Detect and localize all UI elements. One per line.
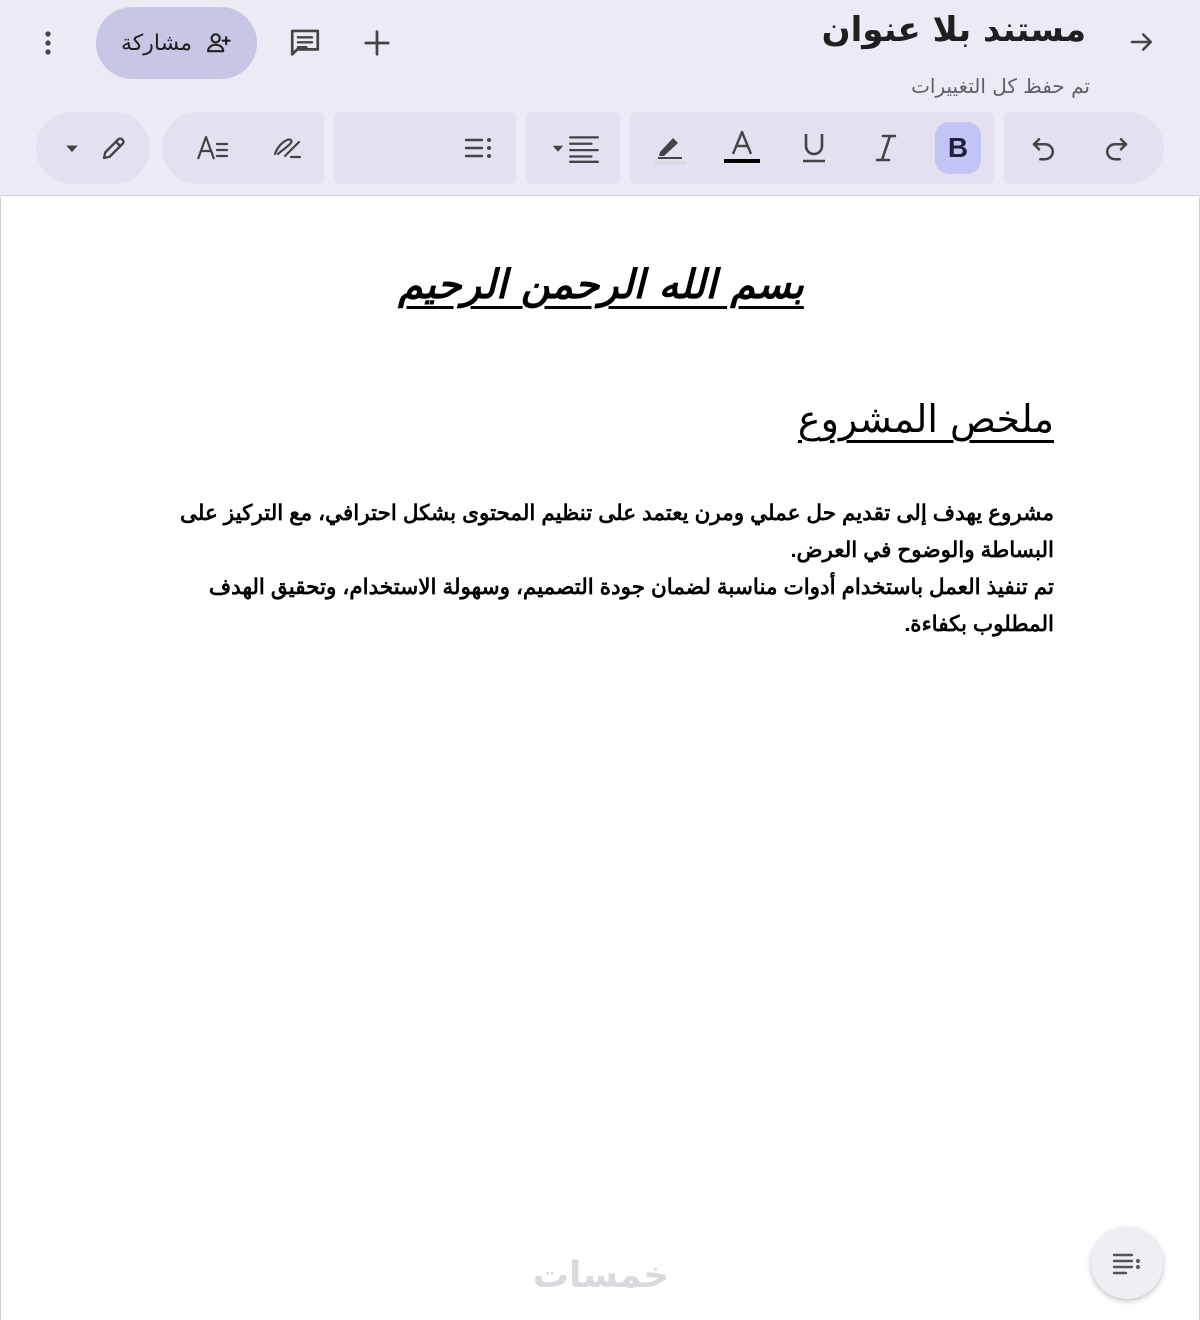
top-app-bar bbox=[0, 0, 1200, 196]
redo-button[interactable] bbox=[1092, 112, 1140, 184]
list-group bbox=[334, 112, 516, 184]
more-options-button[interactable] bbox=[30, 20, 66, 66]
text-style-group bbox=[162, 112, 324, 184]
bold-button[interactable] bbox=[934, 112, 982, 184]
character-format-group bbox=[630, 112, 994, 184]
comment-icon bbox=[288, 26, 322, 60]
insert-button[interactable] bbox=[354, 20, 400, 66]
caret-down-icon bbox=[62, 138, 82, 158]
bulleted-list-button[interactable] bbox=[456, 112, 502, 184]
alignment-group bbox=[526, 112, 620, 184]
alignment-dropdown[interactable] bbox=[540, 112, 610, 184]
clear-format-button[interactable] bbox=[264, 112, 310, 184]
person-add-icon bbox=[204, 29, 232, 57]
undo-icon bbox=[1029, 133, 1059, 163]
highlight-color-button[interactable] bbox=[646, 112, 694, 184]
outline-icon bbox=[1111, 1249, 1143, 1277]
edit-mode-group bbox=[36, 112, 150, 184]
watermark-logo: خمسات bbox=[532, 1255, 670, 1296]
underline-button[interactable] bbox=[790, 112, 838, 184]
highlighter-icon bbox=[650, 128, 690, 168]
plus-icon bbox=[362, 28, 392, 58]
text-format-button[interactable] bbox=[190, 112, 236, 184]
clear-format-icon bbox=[269, 132, 305, 164]
paragraph[interactable]: مشروع يهدف إلى تقديم حل عملي ومرن يعتمد على تنظيم المحتوى بشكل احترافي، مع التركيز على البساطة والوضوح في العرض. bbox=[179, 501, 1054, 562]
underline-icon bbox=[798, 130, 830, 166]
document-basmala[interactable]: بسم الله الرحمن الرحيم bbox=[398, 261, 804, 308]
back-button[interactable] bbox=[1118, 20, 1166, 64]
italic-icon bbox=[871, 132, 901, 164]
italic-button[interactable] bbox=[862, 112, 910, 184]
more-vert-icon bbox=[36, 28, 60, 58]
edit-mode-dropdown[interactable] bbox=[54, 112, 90, 184]
history-group bbox=[1004, 112, 1164, 184]
share-button-label: مشاركة bbox=[121, 30, 193, 56]
caret-down-icon bbox=[549, 139, 567, 157]
save-status: تم حفظ كل التغييرات bbox=[911, 74, 1090, 98]
font-color-button[interactable] bbox=[718, 112, 766, 184]
font-color-icon bbox=[722, 128, 762, 168]
share-button[interactable] bbox=[96, 7, 257, 79]
align-text-icon bbox=[567, 132, 601, 164]
comment-button[interactable] bbox=[281, 20, 329, 66]
document-body[interactable] bbox=[144, 495, 1054, 643]
edit-mode-button[interactable] bbox=[92, 112, 136, 184]
redo-icon bbox=[1101, 133, 1131, 163]
arrow-forward-icon bbox=[1127, 27, 1157, 57]
paragraph[interactable]: تم تنفيذ العمل باستخدام أدوات مناسبة لضمان جودة التصميم، وسهولة الاستخدام، وتحقيق الهدف المطلوب بكفاءة. bbox=[208, 575, 1054, 636]
bold-icon: B bbox=[935, 122, 981, 174]
pencil-icon bbox=[99, 133, 129, 163]
text-format-icon bbox=[195, 132, 231, 164]
document-page[interactable] bbox=[0, 197, 1200, 1320]
document-heading[interactable]: ملخص المشروع bbox=[797, 397, 1054, 441]
bulleted-list-icon bbox=[463, 133, 495, 163]
document-title[interactable]: مستند بلا عنوان bbox=[821, 10, 1086, 50]
undo-button[interactable] bbox=[1020, 112, 1068, 184]
outline-button[interactable] bbox=[1091, 1227, 1163, 1299]
